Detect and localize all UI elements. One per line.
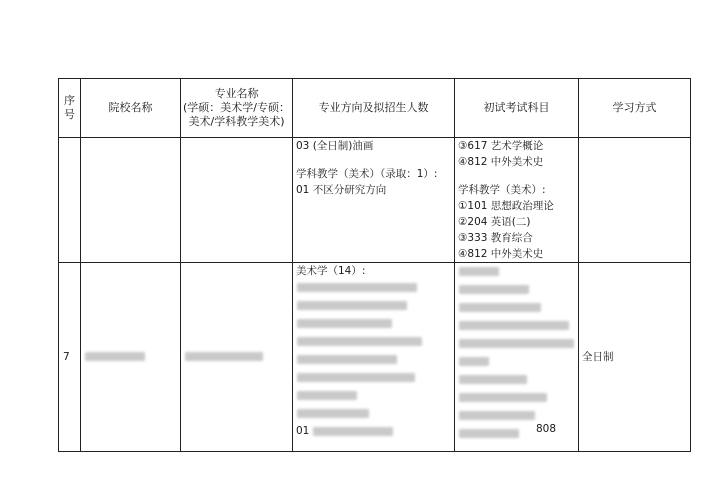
row1-exam-line: ①101 思想政治理论: [458, 200, 554, 212]
redacted-school-name: [81, 348, 180, 366]
redacted-line: [455, 425, 578, 443]
header-row: [59, 79, 691, 138]
row2-school-cell: [81, 263, 181, 452]
table-row: [59, 263, 691, 452]
header-major-line1: 专业名称: [214, 87, 259, 101]
header-school-label: 院校名称: [108, 101, 153, 115]
header-exam-label: 初试考试科目: [483, 101, 550, 115]
row1-mode-cell: [579, 138, 691, 263]
redacted-line: [455, 407, 578, 425]
row1-exam-line: ④812 中外美术史: [458, 156, 544, 168]
row1-exam-line: ②204 英语(二): [458, 216, 531, 228]
header-seq-label: 序 号: [64, 94, 75, 121]
row1-exam-line: ③333 教育综合: [458, 232, 533, 244]
header-exam: [455, 79, 579, 138]
redacted-line: [293, 315, 454, 333]
row2-seq-number: 7: [63, 351, 70, 363]
header-school: [81, 79, 181, 138]
header-major-line2: (学硕：美术学/专硕：: [183, 101, 290, 115]
row2-mode-text: 全日制: [582, 351, 614, 363]
header-mode-label: 学习方式: [612, 101, 657, 115]
row2-direction-tail: [293, 423, 454, 439]
redacted-line: [293, 369, 454, 387]
redacted-line: [293, 297, 454, 315]
redacted-line: [455, 335, 578, 353]
row1-direction-cell: [293, 138, 455, 263]
row1-direction-gap: [293, 154, 454, 166]
redacted-line: [455, 317, 578, 335]
row1-seq-cell: [59, 138, 81, 263]
row1-direction-line: 学科教学（美术）（录取：1）:: [296, 168, 438, 180]
redacted-line: [455, 299, 578, 317]
row1-major-cell: [181, 138, 293, 263]
header-major: [181, 79, 293, 138]
row2-exam-cell: [455, 263, 579, 452]
row1-exam-cell: [455, 138, 579, 263]
redacted-line: [293, 351, 454, 369]
redacted-line: [293, 387, 454, 405]
exam-subject-code: 808: [535, 423, 556, 435]
row2-direction-cell: [293, 263, 455, 452]
redacted-major-name: [181, 348, 292, 366]
redacted-line: [455, 371, 578, 389]
redacted-line: [455, 389, 578, 407]
redacted-line: [293, 405, 454, 423]
row1-direction-line: 03 (全日制)油画: [296, 140, 374, 152]
row1-school-cell: [81, 138, 181, 263]
row1-exam-line: ④812 中外美术史: [458, 248, 544, 260]
admissions-table: [58, 78, 691, 452]
redacted-line: [293, 333, 454, 351]
row1-direction-line: 01 不区分研究方向: [296, 184, 387, 196]
header-direction: [293, 79, 455, 138]
row2-major-cell: [181, 263, 293, 452]
row2-direction-head: 美术学（14）:: [296, 265, 366, 277]
table-row: [59, 138, 691, 263]
redacted-line: [455, 281, 578, 299]
redacted-line: [455, 263, 578, 281]
redacted-line: [293, 279, 454, 297]
redacted-line: [455, 353, 578, 371]
row2-mode-cell: [579, 263, 691, 452]
row1-exam-line: ③617 艺术学概论: [458, 140, 544, 152]
row2-direction-tail-text: 01: [296, 425, 310, 437]
header-seq: [59, 79, 81, 138]
row2-seq-cell: [59, 263, 81, 452]
header-mode: [579, 79, 691, 138]
header-major-line3: 美术/学科教学美术): [188, 114, 285, 128]
header-direction-label: 专业方向及拟招生人数: [318, 101, 429, 115]
row1-exam-gap: [455, 170, 578, 182]
row1-exam-line: 学科教学（美术）:: [458, 184, 546, 196]
